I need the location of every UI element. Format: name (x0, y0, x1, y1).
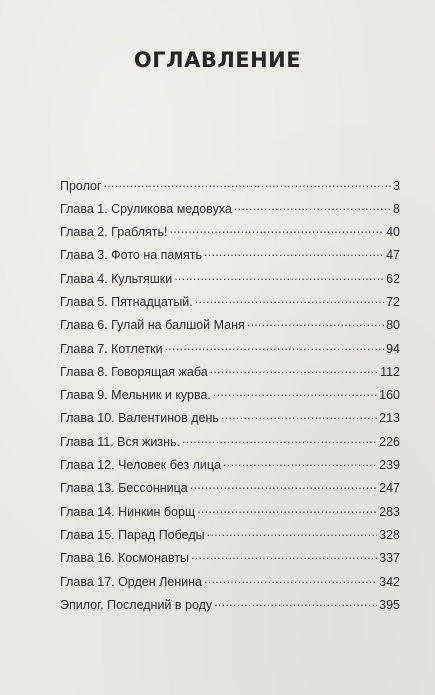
toc-page-number: 40 (386, 225, 400, 240)
toc-page-number: 213 (379, 411, 400, 426)
toc-page-number: 47 (386, 248, 400, 263)
toc-entry-chapter-15 (60, 526, 400, 549)
toc-entry-title: Глава 16. Космонавты (60, 551, 190, 566)
toc-dot-leader (204, 247, 384, 260)
toc-entry-title: Глава 7. Котлетки (60, 341, 163, 356)
toc-entry-chapter-6 (60, 317, 400, 340)
toc-entry-title: Глава 17. Орден Ленина (60, 574, 202, 589)
toc-entry-chapter-16 (60, 550, 400, 573)
toc-page-number: 247 (379, 481, 400, 496)
toc-entry-chapter-5 (60, 293, 400, 316)
toc-page-number: 226 (379, 434, 400, 449)
toc-entry-title: Глава 2. Граблять! (60, 225, 168, 240)
toc-page-number: 337 (379, 551, 400, 566)
toc-entry-title: Глава 6. Гулай на балшой Маня (60, 318, 245, 333)
toc-entry-title: Эпилог. Последний в роду (60, 597, 213, 612)
toc-entry-title: Глава 13. Бессонница (60, 481, 188, 496)
toc-page-number: 3 (393, 178, 400, 193)
toc-entry-chapter-2 (60, 224, 400, 247)
toc-entry-chapter-12 (60, 457, 400, 480)
toc-page-number: 160 (379, 388, 400, 403)
toc-page-number: 8 (393, 201, 400, 216)
toc-entry-title: Глава 4. Культяшки (60, 271, 173, 286)
toc-dot-leader (210, 363, 378, 376)
toc-page-number: 80 (386, 318, 400, 333)
toc-dot-leader (182, 433, 377, 446)
toc-entry-title: Глава 9. Мельник и курва. (60, 388, 211, 403)
toc-entry-chapter-17 (60, 573, 400, 596)
toc-dot-leader (213, 387, 377, 400)
toc-entry-title: Глава 14. Нинкин борщ (60, 504, 196, 519)
toc-entry-chapter-8 (60, 363, 400, 386)
toc-page-number: 328 (379, 527, 400, 542)
toc-entry-title: Пролог (60, 178, 102, 193)
toc-dot-leader (169, 224, 384, 237)
table-of-contents (60, 177, 400, 620)
toc-page-number: 94 (386, 341, 400, 356)
page-title: ОГЛАВЛЕНИЕ (133, 48, 302, 72)
toc-entry-chapter-11 (60, 433, 400, 456)
toc-page-number: 283 (379, 504, 400, 519)
toc-dot-leader (104, 177, 391, 190)
toc-entry-title: Глава 10. Валентинов день (60, 411, 219, 426)
toc-entry-chapter-4 (60, 270, 400, 293)
toc-entry-prologue (60, 177, 400, 200)
toc-page-number: 239 (379, 458, 400, 473)
toc-dot-leader (197, 503, 377, 516)
toc-entry-title: Глава 11. Вся жизнь. (60, 434, 180, 449)
toc-entry-chapter-10 (60, 410, 400, 433)
toc-page-number: 72 (386, 294, 400, 309)
toc-entry-title: Глава 3. Фото на память (60, 248, 202, 263)
toc-entry-title: Глава 15. Парад Победы (60, 527, 205, 542)
toc-dot-leader (207, 526, 378, 539)
toc-dot-leader (165, 340, 385, 353)
toc-entry-chapter-9 (60, 387, 400, 410)
toc-page-number: 395 (379, 597, 400, 612)
toc-entry-chapter-3 (60, 247, 400, 270)
toc-entry-chapter-7 (60, 340, 400, 363)
toc-dot-leader (247, 317, 384, 330)
toc-entry-chapter-14 (60, 503, 400, 526)
toc-entry-chapter-1 (60, 200, 400, 223)
toc-dot-leader (204, 573, 377, 586)
toc-page-number: 112 (380, 364, 400, 379)
toc-dot-leader (190, 480, 377, 493)
toc-entry-title: Глава 12. Человек без лица (60, 458, 222, 473)
toc-entry-title: Глава 1. Сруликова медовуха (60, 201, 232, 216)
toc-dot-leader (174, 270, 384, 283)
toc-entry-title: Глава 8. Говорящая жаба (60, 364, 208, 379)
toc-dot-leader (214, 596, 377, 609)
toc-dot-leader (223, 457, 377, 470)
toc-page-number: 342 (379, 574, 400, 589)
toc-page-number: 62 (386, 271, 400, 286)
toc-entry-epilogue (60, 596, 400, 619)
toc-entry-title: Глава 5. Пятнадцатый. (60, 294, 193, 309)
toc-dot-leader (195, 293, 384, 306)
toc-entry-chapter-13 (60, 480, 400, 503)
toc-dot-leader (221, 410, 377, 423)
toc-dot-leader (191, 550, 377, 563)
toc-dot-leader (234, 200, 391, 213)
